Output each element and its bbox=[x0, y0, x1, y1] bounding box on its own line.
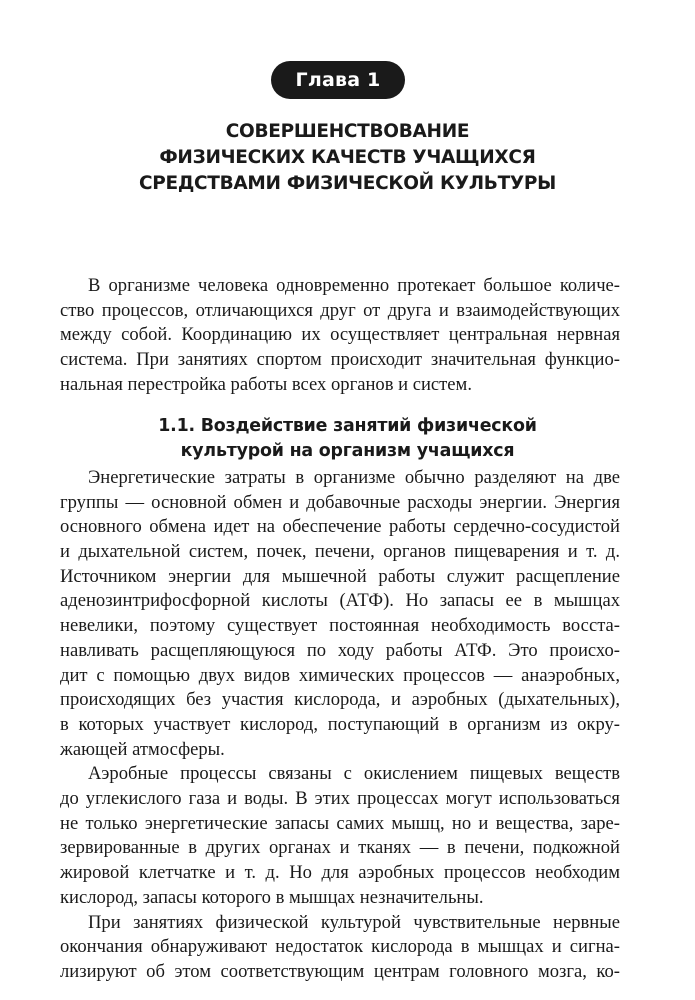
text-line: жающей атмосферы. bbox=[60, 738, 225, 760]
chapter-title-line: СОВЕРШЕНСТВОВАНИЕ bbox=[225, 121, 470, 142]
section-paragraph-2 bbox=[60, 762, 620, 910]
text-line: навливать расщепляющуюся по ходу работы АТФ. Это происхо- bbox=[60, 639, 620, 661]
text-line: дит с помощью двух видов химических процессов — анаэробных, bbox=[60, 664, 620, 686]
text-line: основного обмена идет на обеспечение работы сердечно-сосудистой bbox=[60, 516, 620, 538]
text-line: Энергетические затраты в организме обычно разделяют на две bbox=[88, 467, 620, 488]
text-line: Источником энергии для мышечной работы служит расщепление bbox=[60, 565, 620, 587]
section-heading-line: 1.1. Воздействие занятий физической bbox=[158, 416, 537, 436]
text-line: Аэробные процессы связаны с окислением пищевых веществ bbox=[88, 763, 620, 785]
text-line: лизируют об этом соответствующим центрам головного мозга, ко- bbox=[60, 960, 620, 982]
text-line: до углекислого газа и воды. В этих процессах могут использоваться bbox=[60, 788, 620, 810]
section-paragraph-1 bbox=[60, 466, 620, 762]
text-line: система. При занятиях спортом происходит значительная функцио- bbox=[60, 349, 620, 371]
chapter-badge: Глава 1 bbox=[271, 61, 405, 99]
chapter-title-line: ФИЗИЧЕСКИХ КАЧЕСТВ УЧАЩИХСЯ bbox=[159, 147, 536, 168]
text-line: аденозинтрифосфорной кислоты (АТФ). Но запасы ее в мышцах bbox=[60, 590, 620, 612]
text-line: ство процессов, отличающихся друг от друга и взаимодействующих bbox=[60, 299, 620, 321]
text-line: в которых участвует кислород, поступающий в организм из окру- bbox=[60, 713, 620, 735]
intro-paragraph bbox=[60, 274, 620, 397]
text-line: В организме человека одновременно протекает большое количе- bbox=[88, 275, 620, 296]
text-line: зервированные в других органах и тканях — в печени, подкожной bbox=[60, 837, 620, 859]
text-line: кислород, запасы которого в мышцах незначительны. bbox=[60, 886, 484, 908]
text-line: не только энергетические запасы самих мышц, но и вещества, заре- bbox=[60, 812, 620, 834]
chapter-title-line: СРЕДСТВАМИ ФИЗИЧЕСКОЙ КУЛЬТУРЫ bbox=[138, 173, 557, 194]
text-line: окончания обнаруживают недостаток кислорода в мышцах и сигна- bbox=[60, 936, 620, 958]
text-line: между собой. Координацию их осуществляет центральная нервная bbox=[60, 324, 620, 346]
section-paragraph-3 bbox=[60, 911, 620, 985]
chapter-title bbox=[60, 119, 635, 197]
text-line: невелики, поэтому существует постоянная необходимость восста- bbox=[60, 615, 620, 637]
text-line: жировой клетчатке и т. д. Но для аэробных процессов необходим bbox=[60, 862, 620, 884]
text-line: нальная перестройка работы всех органов и систем. bbox=[60, 373, 472, 395]
section-heading bbox=[60, 414, 635, 464]
text-line: происходящих без участия кислорода, и аэробных (дыхательных), bbox=[60, 689, 620, 711]
section-heading-line: культурой на организм учащихся bbox=[180, 441, 515, 461]
text-line: При занятиях физической культурой чувствительные нервные bbox=[88, 911, 620, 933]
text-line: и дыхательной систем, почек, печени, органов пищеварения и т. д. bbox=[60, 541, 620, 563]
text-line: группы — основной обмен и добавочные расходы энергии. Энергия bbox=[60, 491, 620, 513]
